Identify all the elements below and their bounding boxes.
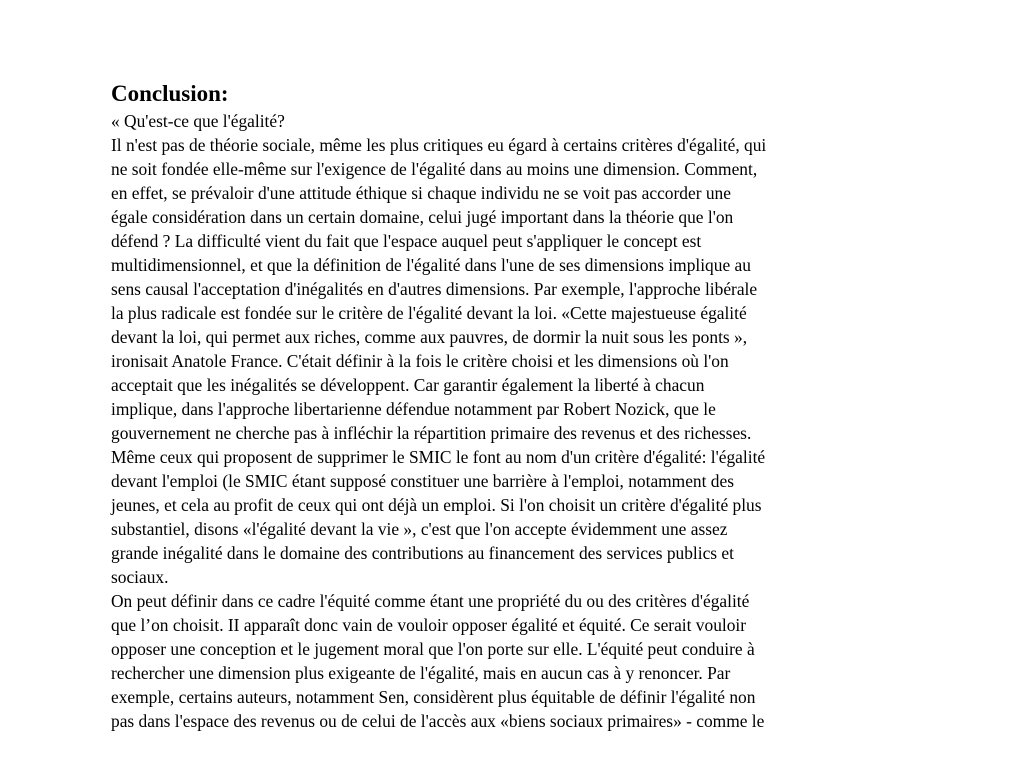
section-heading: Conclusion: [111,81,229,106]
text-line: acceptait que les inégalités se développent. Car garantir également la liberté à chacun [111,375,705,395]
text-line: substantiel, disons «l'égalité devant la vie », c'est que l'on accepte évidemment une assez [111,519,728,539]
text-line: sens causal l'acceptation d'inégalités en d'autres dimensions. Par exemple, l'approche libérale [111,279,758,299]
text-line: grande inégalité dans le domaine des contributions au financement des services publics et [111,543,734,563]
text-line: pas dans l'espace des revenus ou de celui de l'accès aux «biens sociaux primaires» - comme le [111,711,765,731]
text-line: égale considération dans un certain domaine, celui jugé important dans la théorie que l'on [111,207,734,227]
text-line: Il n'est pas de théorie sociale, même les plus critiques eu égard à certains critères d'égalité, qui [111,135,767,155]
text-line: sociaux. [111,567,169,587]
text-line: opposer une conception et le jugement moral que l'on porte sur elle. L'équité peut conduire à [111,639,755,659]
text-line: la plus radicale est fondée sur le critère de l'égalité devant la loi. «Cette majestueuse égalité [111,303,747,323]
text-line: Même ceux qui proposent de supprimer le SMIC le font au nom d'un critère d'égalité: l'égalité [111,447,766,467]
text-line: exemple, certains auteurs, notamment Sen, considèrent plus équitable de définir l'égalité non [111,687,756,707]
text-line: « Qu'est-ce que l'égalité? [111,111,285,131]
document-body [111,80,871,733]
text-line: rechercher une dimension plus exigeante de l'égalité, mais en aucun cas à y renoncer. Par [111,663,731,683]
text-line: ironisait Anatole France. C'était définir à la fois le critère choisi et les dimensions où l'on [111,351,729,371]
text-line: gouvernement ne cherche pas à infléchir la répartition primaire des revenus et des richesses. [111,423,752,443]
text-line: devant l'emploi (le SMIC étant supposé constituer une barrière à l'emploi, notamment des [111,471,734,491]
text-line: défend ? La difficulté vient du fait que l'espace auquel peut s'appliquer le concept est [111,231,702,251]
text-line: multidimensionnel, et que la définition de l'égalité dans l'une de ses dimensions implique au [111,255,751,275]
text-line: ne soit fondée elle-même sur l'exigence de l'égalité dans au moins une dimension. Comment, [111,159,758,179]
text-line: en effet, se prévaloir d'une attitude éthique si chaque individu ne se voit pas accorder une [111,183,731,203]
text-line: On peut définir dans ce cadre l'équité comme étant une propriété du ou des critères d'égalité [111,591,750,611]
text-line: que l’on choisit. II apparaît donc vain de vouloir opposer égalité et équité. Ce serait vouloir [111,615,747,635]
text-line: implique, dans l'approche libertarienne défendue notamment par Robert Nozick, que le [111,399,716,419]
text-line: jeunes, et cela au profit de ceux qui ont déjà un emploi. Si l'on choisit un critère d'égalité plus [111,495,762,515]
text-line: devant la loi, qui permet aux riches, comme aux pauvres, de dormir la nuit sous les ponts », [111,327,748,347]
paragraph-text [111,109,871,733]
